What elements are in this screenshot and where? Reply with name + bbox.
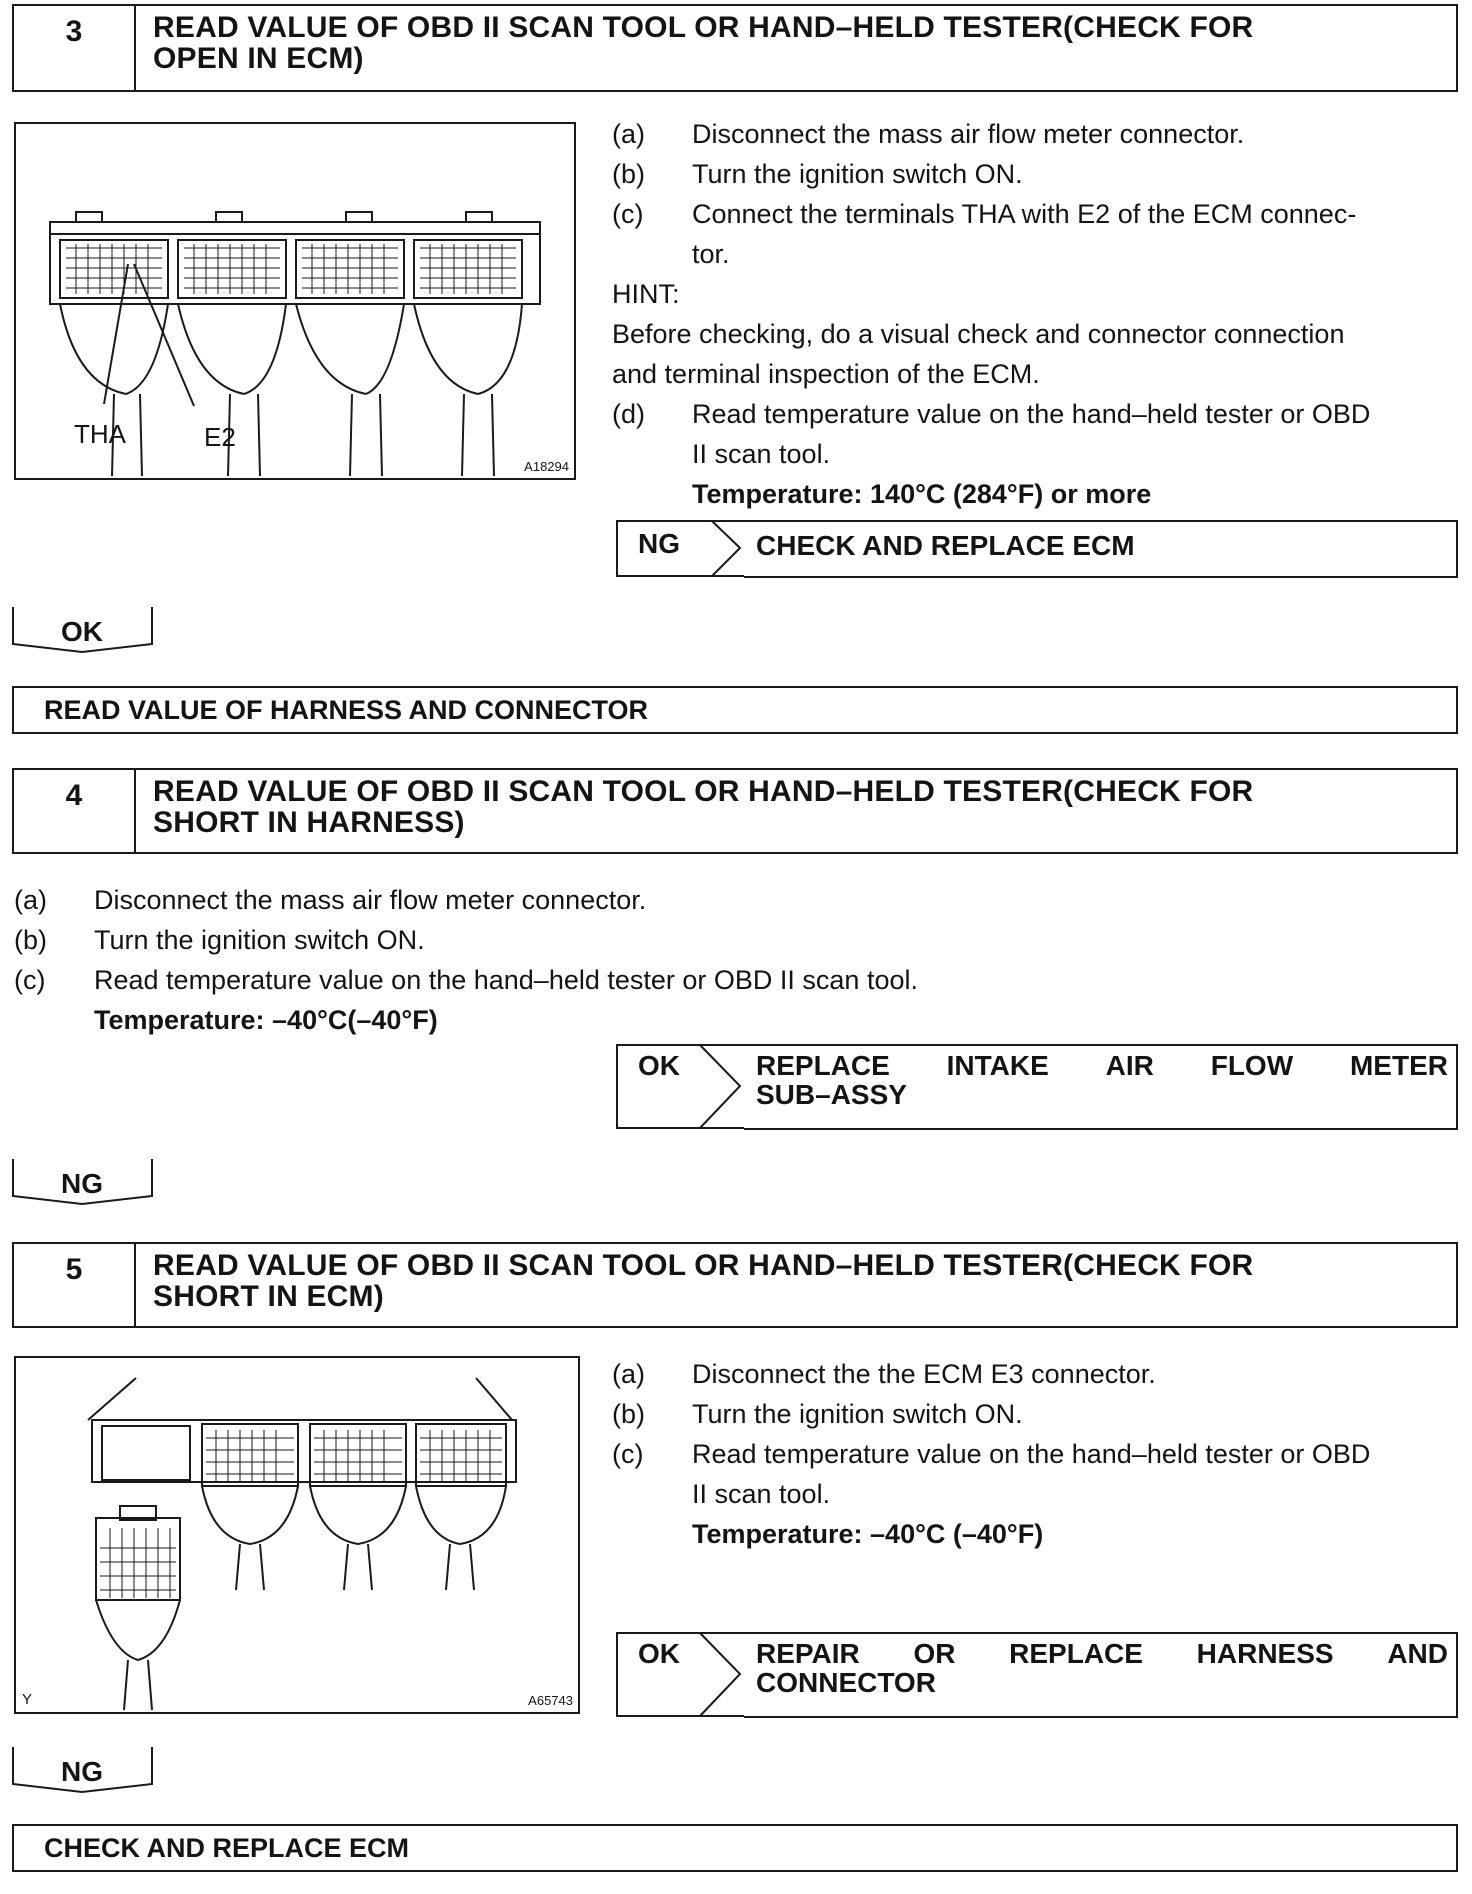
step-4-result[interactable]: [616, 1044, 1458, 1130]
harness-connector-title: READ VALUE OF HARNESS AND CONNECTOR: [44, 695, 649, 725]
ecm-e3-connector-diagram: [16, 1358, 578, 1712]
step-5-spec: Temperature: –40°C (–40°F): [692, 1519, 1044, 1549]
step-5-header: [12, 1242, 1458, 1328]
ok-tab-label: OK: [61, 616, 103, 647]
figure-corner-mark: Y: [22, 1691, 33, 1708]
step-3-spec: Temperature: 140°C (284°F) or more: [692, 479, 1152, 509]
step-3-hint-label: HINT:: [612, 279, 680, 309]
result-ok-label: OK: [638, 1638, 680, 1669]
step-3-header: [12, 4, 1458, 92]
step-5-number: 5: [14, 1244, 136, 1326]
step-3-item-d: (d) Read temperature value on the hand–held tester or OBD II scan tool.: [612, 399, 1371, 469]
ok-tab: [12, 606, 156, 654]
step-3-item-c: (c) Connect the terminals THA with E2 of the ECM connec- tor.: [612, 199, 1357, 269]
step-4-number: 4: [14, 770, 136, 852]
replace-intake-air-flow-meter-action: REPLACE INTAKE AIR FLOW METER SUB–ASSY: [744, 1044, 1458, 1130]
ng-tab-label: NG: [61, 1168, 103, 1199]
step-5-title: READ VALUE OF OBD II SCAN TOOL OR HAND–HELD TESTER(CHECK FOR SHORT IN ECM): [153, 1249, 1254, 1313]
step-3-number: 3: [14, 6, 136, 90]
step-3-title: READ VALUE OF OBD II SCAN TOOL OR HAND–HELD TESTER(CHECK FOR OPEN IN ECM): [153, 11, 1254, 75]
step-5-item-c: (c) Read temperature value on the hand–held tester or OBD II scan tool.: [612, 1439, 1371, 1509]
check-replace-ecm-bar: [12, 1824, 1458, 1872]
ng-tab-label: NG: [61, 1756, 103, 1787]
step-4-header: [12, 768, 1458, 854]
figure-id: A18294: [524, 459, 569, 474]
repair-or-replace-harness-action: REPAIR OR REPLACE HARNESS AND CONNECTOR: [744, 1632, 1458, 1718]
result-ng-label: NG: [638, 528, 680, 559]
result-ok-label: OK: [638, 1050, 680, 1081]
step-5-figure: [14, 1356, 580, 1714]
check-replace-ecm-title: CHECK AND REPLACE ECM: [44, 1833, 410, 1863]
e2-terminal-label: E2: [204, 422, 236, 452]
ng-tab-step-5: [12, 1746, 156, 1794]
step-3-figure: [14, 122, 576, 480]
ng-tab-step-4: [12, 1158, 156, 1206]
step-4-title: READ VALUE OF OBD II SCAN TOOL OR HAND–HELD TESTER(CHECK FOR SHORT IN HARNESS): [153, 775, 1254, 839]
step-4-spec: Temperature: –40°C(–40°F): [94, 1005, 438, 1035]
step-3-hint-text: Before checking, do a visual check and connector connection and terminal inspection of the ECM.: [612, 319, 1345, 389]
figure-id: A65743: [528, 1693, 573, 1708]
tha-terminal-label: THA: [74, 419, 126, 449]
check-and-replace-ecm-action: CHECK AND REPLACE ECM: [744, 520, 1458, 578]
step-5-result[interactable]: [616, 1632, 1458, 1718]
step-3-result[interactable]: [616, 520, 1458, 578]
harness-connector-bar: [12, 686, 1458, 734]
